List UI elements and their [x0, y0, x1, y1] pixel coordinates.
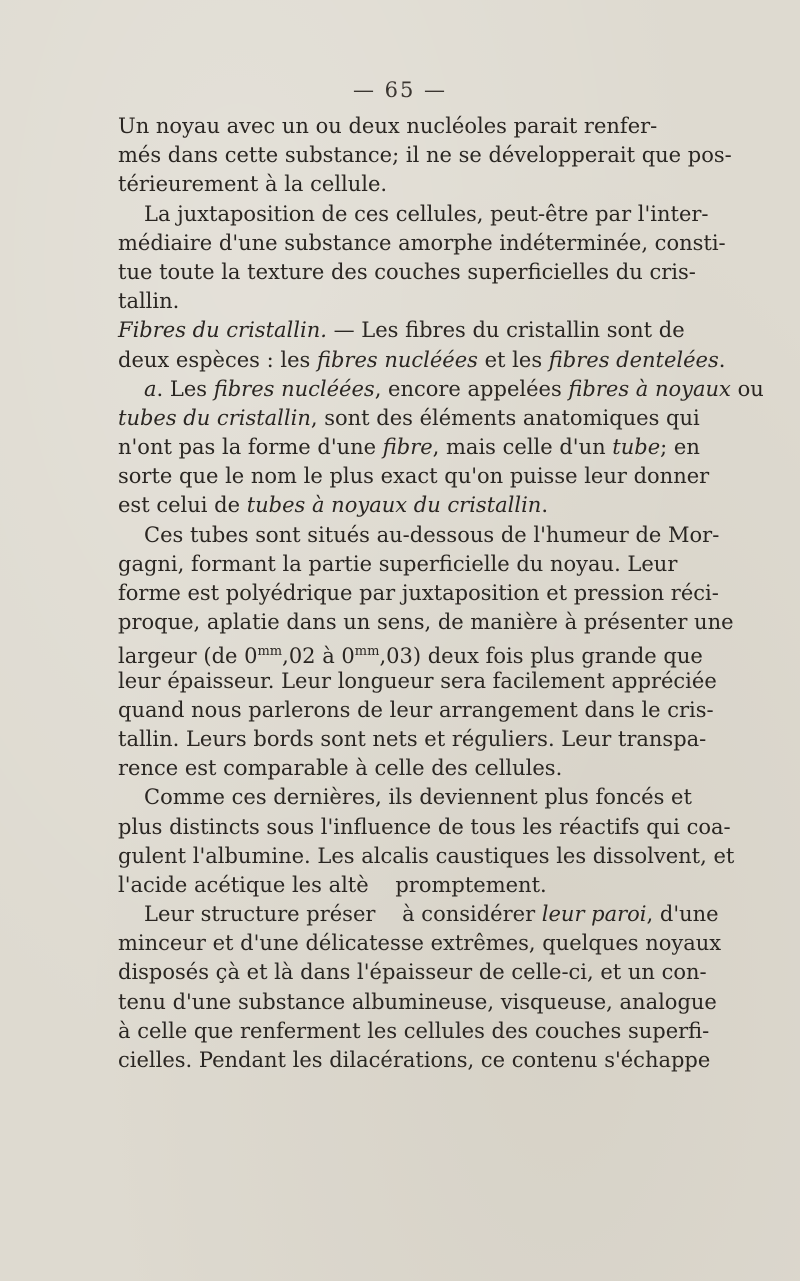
text-line: largeur (de $0^{mm},02$ à $0^{mm},03$) deux fois plus grande que	[118, 644, 703, 669]
text-line: tallin. Leurs bords sont nets et réguliers. Leur transpa-	[118, 726, 707, 751]
text-line: deux espèces : les fibres nucléées et les fibres dentelées.	[118, 347, 726, 372]
text-line: médiaire d'une substance amorphe indéterminée, consti-	[118, 230, 726, 255]
text-line: tue toute la texture des couches superficielles du cris-	[118, 259, 696, 284]
body-text	[118, 112, 764, 1075]
text-line: quand nous parlerons de leur arrangement dans le cris-	[118, 697, 714, 722]
section-heading: Fibres du cristallin.	[118, 318, 327, 343]
text-line: rence est comparable à celle des cellules.	[118, 756, 563, 781]
text-line: térieurement à la cellule.	[118, 172, 388, 197]
text-line: Un noyau avec un ou deux nucléoles parait renfer-	[118, 114, 658, 138]
text-line: Comme ces dernières, ils deviennent plus foncés et	[144, 785, 692, 810]
text-line: més dans cette substance; il ne se développerait que pos-	[118, 143, 732, 168]
page-number: — 65 —	[352, 78, 448, 102]
text-line: forme est polyédrique par juxtaposition et pression réci-	[118, 581, 719, 605]
text-line: Ces tubes sont situés au-dessous de l'humeur de Mor-	[144, 522, 720, 547]
text-line: est celui de tubes à noyaux du cristallin.	[118, 493, 549, 518]
text-line: n'ont pas la forme d'une fibre, mais celle d'un tube; en	[118, 435, 700, 460]
text-line: tallin.	[118, 289, 180, 314]
text-line: disposés çà et là dans l'épaisseur de celle-ci, et un con-	[118, 960, 707, 985]
text-line: plus distincts sous l'influence de tous les réactifs qui coa-	[118, 814, 731, 839]
text-line: minceur et d'une délicatesse extrêmes, quelques noyaux	[118, 931, 722, 956]
text-line: à celle que renferment les cellules des couches superfi-	[118, 1018, 710, 1043]
text-line: cielles. Pendant les dilacérations, ce contenu s'échappe	[118, 1048, 711, 1072]
text-line: gulent l'albumine. Les alcalis caustiques les dissolvent, et	[118, 843, 735, 868]
text-line: leur épaisseur. Leur longueur sera facilement appréciée	[118, 668, 717, 693]
text-line: Leur structure préser à considérer leur paroi, d'une	[144, 902, 719, 927]
text-line: gagni, formant la partie superficielle du noyau. Leur	[118, 551, 678, 576]
text-line: l'acide acétique les altè promptement.	[118, 872, 547, 897]
text-line: sorte que le nom le plus exact qu'on puisse leur donner	[118, 464, 710, 489]
text-line: tubes du cristallin, sont des éléments anatomiques qui	[118, 405, 700, 430]
text-line: La juxtaposition de ces cellules, peut-être par l'inter-	[144, 201, 709, 226]
text-line: Fibres du cristallin. — Les fibres du cristallin sont de	[118, 318, 685, 343]
text-line: tenu d'une substance albumineuse, visqueuse, analogue	[118, 989, 717, 1014]
text-line: proque, aplatie dans un sens, de manière à présenter une	[118, 610, 734, 635]
text-line: a. Les fibres nucléées, encore appelées fibres à noyaux ou	[144, 376, 764, 401]
